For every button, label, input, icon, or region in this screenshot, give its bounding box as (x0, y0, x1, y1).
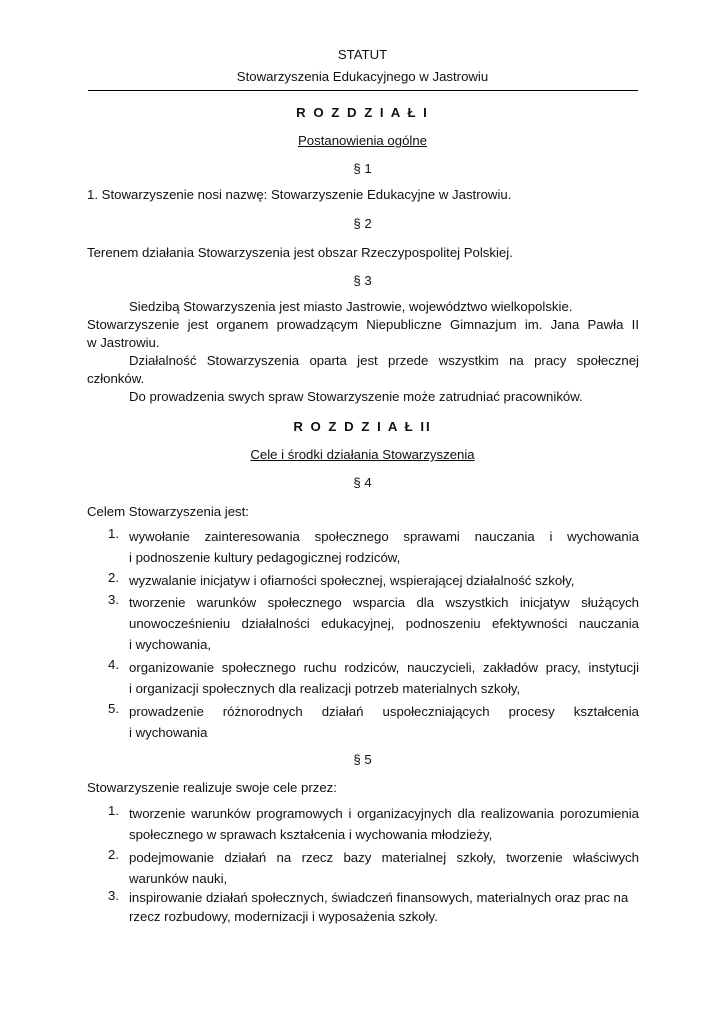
list-item-number: 2. (108, 570, 119, 585)
chapter-2-subheading: Cele i środki działania Stowarzyszenia (250, 447, 475, 462)
chapter-1-heading: R O Z D Z I A Ł I (296, 105, 429, 120)
list-item-line: podejmowanie działań na rzecz bazy materialnej szkoły, tworzenie właściwych (129, 850, 639, 865)
paragraph-3-line-5: członków. (87, 371, 145, 386)
list-item-line: prowadzenie różnorodnych działań uspołeczniających procesy kształcenia (129, 704, 639, 719)
document-title: STATUT (337, 47, 388, 62)
list-item-number: 3. (108, 592, 119, 607)
list-item-line: tworzenie warunków społecznego wsparcia dla wszystkich inicjatyw służących (129, 595, 639, 610)
paragraph-5-sign: § 5 (353, 752, 372, 767)
chapter-1-subheading: Postanowienia ogólne (297, 133, 428, 148)
list-item-line: organizowanie społecznego ruchu rodziców, nauczycieli, zakładów pracy, instytucji (129, 660, 639, 675)
list-item-line: rzecz rozbudowy, modernizacji i wyposażenia szkoły. (129, 909, 438, 924)
paragraph-3-line-3: w Jastrowiu. (87, 335, 160, 350)
chapter-2-heading: R O Z D Z I A Ł II (293, 419, 432, 434)
list-item-number: 2. (108, 847, 119, 862)
chapter-2-subheading-wrap (0, 447, 725, 462)
paragraph-1-sign: § 1 (353, 161, 372, 176)
paragraph-3-line-1: Siedzibą Stowarzyszenia jest miasto Jastrowie, województwo wielkopolskie. (129, 299, 573, 314)
paragraph-2-text: Terenem działania Stowarzyszenia jest obszar Rzeczypospolitej Polskiej. (87, 245, 513, 260)
list-item-line: wyzwalanie inicjatyw i ofiarności społecznej, wspierającej działalność szkoły, (129, 573, 575, 588)
paragraph-1-text: 1. Stowarzyszenie nosi nazwę: Stowarzyszenie Edukacyjne w Jastrowiu. (87, 187, 512, 202)
document-subtitle: Stowarzyszenia Edukacyjnego w Jastrowiu (236, 69, 489, 84)
list-item-line: i wychowania (129, 725, 208, 740)
list-item-line: inspirowanie działań społecznych, świadczeń finansowych, materialnych oraz prac na (129, 890, 629, 905)
list-item-line: i wychowania, (129, 637, 212, 652)
list-item-number: 5. (108, 701, 119, 716)
list-item-number: 4. (108, 657, 119, 672)
paragraph-4-sign: § 4 (353, 475, 372, 490)
paragraph-5-intro: Stowarzyszenie realizuje swoje cele przez: (87, 780, 337, 795)
list-item-line: i organizacji społecznych dla realizacji potrzeb materialnych szkoły, (129, 681, 521, 696)
paragraph-3-line-2: Stowarzyszenie jest organem prowadzącym Niepubliczne Gimnazjum im. Jana Pawła II (87, 317, 639, 332)
chapter-1-subheading-wrap (0, 133, 725, 148)
paragraph-2-sign: § 2 (353, 216, 372, 231)
list-item-number: 1. (108, 803, 119, 818)
paragraph-4-intro: Celem Stowarzyszenia jest: (87, 504, 249, 519)
list-item-line: tworzenie warunków programowych i organizacyjnych dla realizowania porozumienia (129, 806, 639, 821)
list-item-line: społecznego w sprawach kształcenia i wychowania młodzieży, (129, 827, 493, 842)
paragraph-3-line-4: Działalność Stowarzyszenia oparta jest przede wszystkim na pracy społecznej (129, 353, 639, 368)
list-item-number: 1. (108, 526, 119, 541)
list-item-line: wywołanie zainteresowania społecznego sprawami nauczania i wychowania (129, 529, 639, 544)
list-item-line: unowocześnieniu działalności edukacyjnej, podnoszeniu efektywności nauczania (129, 616, 639, 631)
paragraph-3-line-6: Do prowadzenia swych spraw Stowarzyszenie może zatrudniać pracowników. (129, 389, 583, 404)
list-item-number: 3. (108, 888, 119, 903)
list-item-line: warunków nauki, (129, 871, 228, 886)
list-item-line: i podnoszenie kultury pedagogicznej rodziców, (129, 550, 401, 565)
header-divider (88, 90, 638, 91)
paragraph-3-sign: § 3 (353, 273, 372, 288)
